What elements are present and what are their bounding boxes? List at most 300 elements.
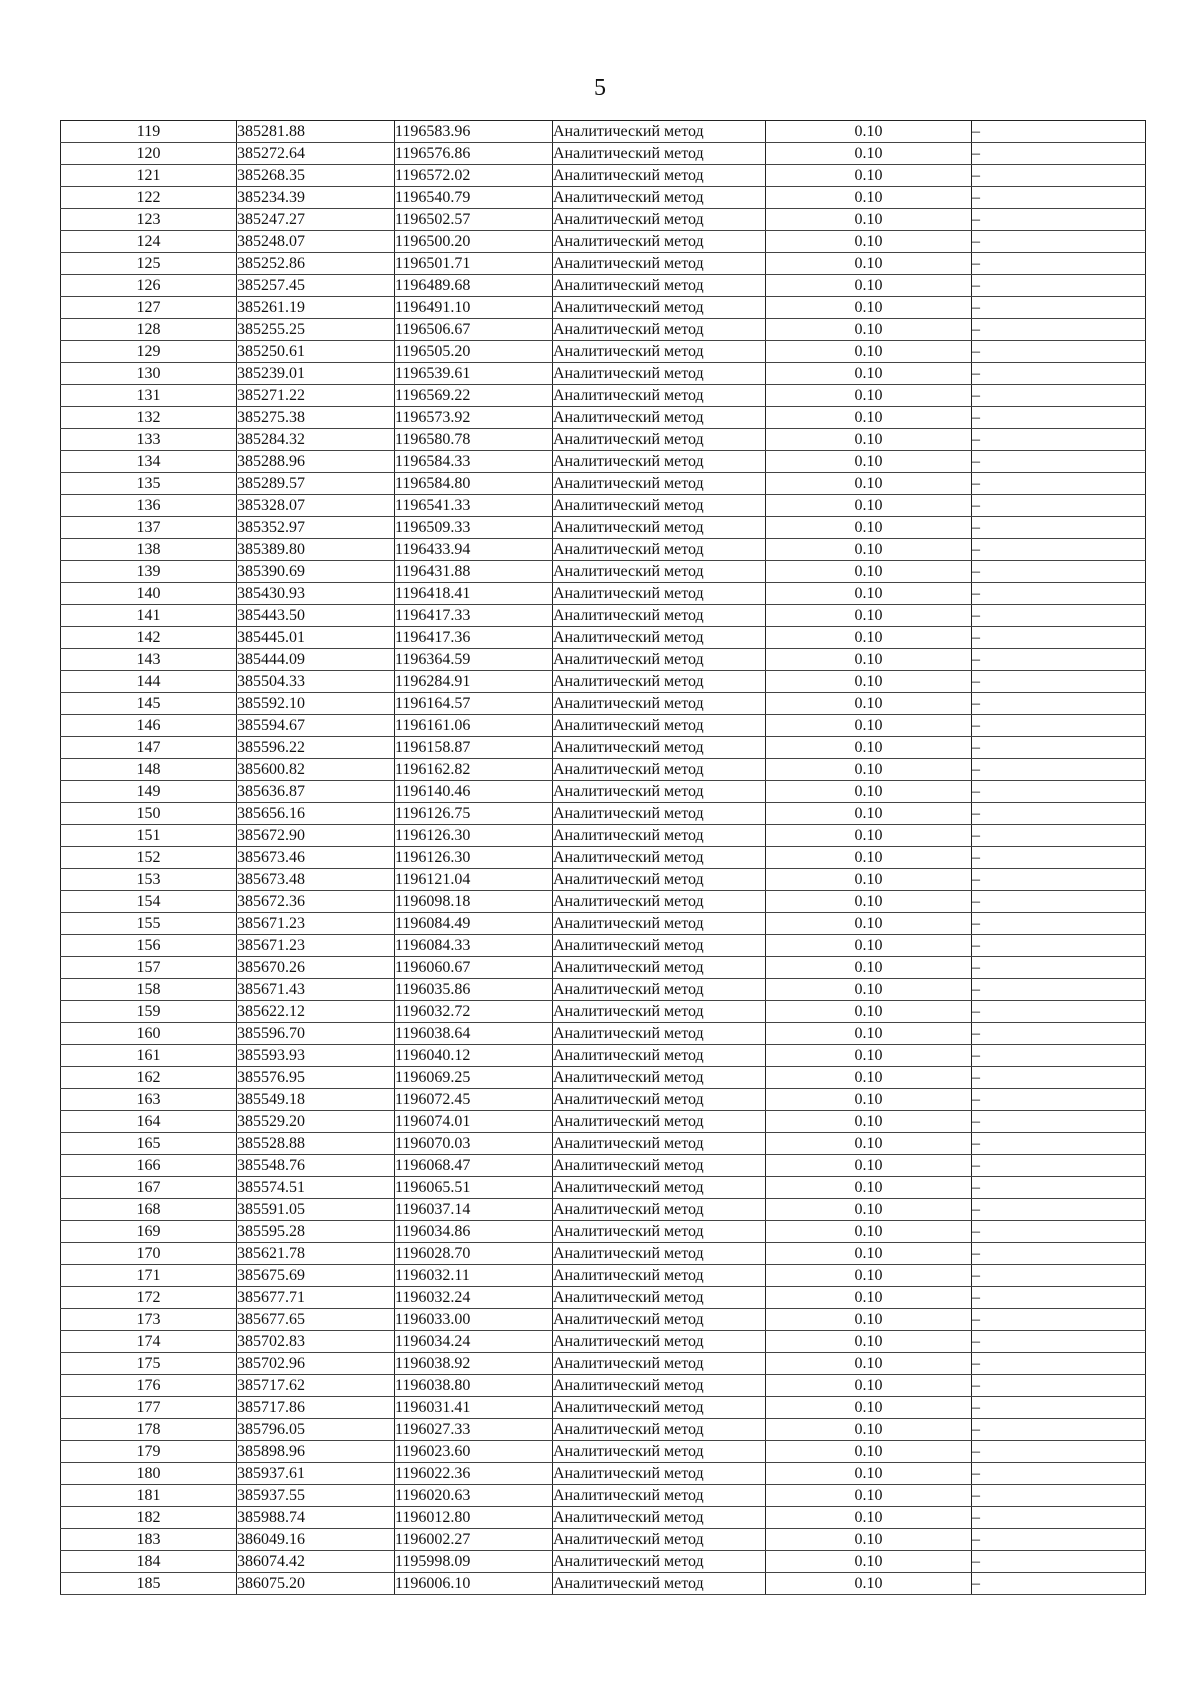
method-cell: Аналитический метод — [553, 759, 766, 781]
x-coordinate-cell: 385257.45 — [237, 275, 395, 297]
y-coordinate-cell: 1196431.88 — [395, 561, 553, 583]
note-cell: – — [972, 1111, 1146, 1133]
point-number-cell: 155 — [61, 913, 237, 935]
method-cell: Аналитический метод — [553, 1089, 766, 1111]
x-coordinate-cell: 385595.28 — [237, 1221, 395, 1243]
note-cell: – — [972, 1485, 1146, 1507]
note-cell: – — [972, 1177, 1146, 1199]
note-cell: – — [972, 1529, 1146, 1551]
point-number-cell: 183 — [61, 1529, 237, 1551]
note-cell: – — [972, 209, 1146, 231]
y-coordinate-cell: 1196569.22 — [395, 385, 553, 407]
y-coordinate-cell: 1196502.57 — [395, 209, 553, 231]
point-number-cell: 150 — [61, 803, 237, 825]
note-cell: – — [972, 1221, 1146, 1243]
precision-cell: 0.10 — [766, 341, 972, 363]
y-coordinate-cell: 1196031.41 — [395, 1397, 553, 1419]
point-number-cell: 167 — [61, 1177, 237, 1199]
precision-cell: 0.10 — [766, 1441, 972, 1463]
precision-cell: 0.10 — [766, 407, 972, 429]
table-row — [61, 1375, 1146, 1397]
y-coordinate-cell: 1196022.36 — [395, 1463, 553, 1485]
method-cell: Аналитический метод — [553, 363, 766, 385]
method-cell: Аналитический метод — [553, 583, 766, 605]
precision-cell: 0.10 — [766, 759, 972, 781]
x-coordinate-cell: 385284.32 — [237, 429, 395, 451]
note-cell: – — [972, 187, 1146, 209]
precision-cell: 0.10 — [766, 495, 972, 517]
y-coordinate-cell: 1196284.91 — [395, 671, 553, 693]
x-coordinate-cell: 385671.43 — [237, 979, 395, 1001]
precision-cell: 0.10 — [766, 1111, 972, 1133]
precision-cell: 0.10 — [766, 1353, 972, 1375]
precision-cell: 0.10 — [766, 143, 972, 165]
note-cell: – — [972, 121, 1146, 143]
y-coordinate-cell: 1196580.78 — [395, 429, 553, 451]
table-row — [61, 187, 1146, 209]
point-number-cell: 133 — [61, 429, 237, 451]
precision-cell: 0.10 — [766, 253, 972, 275]
x-coordinate-cell: 385937.55 — [237, 1485, 395, 1507]
method-cell: Аналитический метод — [553, 957, 766, 979]
precision-cell: 0.10 — [766, 649, 972, 671]
method-cell: Аналитический метод — [553, 275, 766, 297]
table-row — [61, 759, 1146, 781]
point-number-cell: 148 — [61, 759, 237, 781]
x-coordinate-cell: 385656.16 — [237, 803, 395, 825]
method-cell: Аналитический метод — [553, 715, 766, 737]
x-coordinate-cell: 385677.71 — [237, 1287, 395, 1309]
note-cell: – — [972, 1265, 1146, 1287]
y-coordinate-cell: 1196572.02 — [395, 165, 553, 187]
table-row — [61, 627, 1146, 649]
y-coordinate-cell: 1196035.86 — [395, 979, 553, 1001]
method-cell: Аналитический метод — [553, 737, 766, 759]
method-cell: Аналитический метод — [553, 605, 766, 627]
note-cell: – — [972, 341, 1146, 363]
note-cell: – — [972, 1551, 1146, 1573]
table-row — [61, 737, 1146, 759]
y-coordinate-cell: 1196433.94 — [395, 539, 553, 561]
note-cell: – — [972, 737, 1146, 759]
note-cell: – — [972, 935, 1146, 957]
precision-cell: 0.10 — [766, 1133, 972, 1155]
point-number-cell: 169 — [61, 1221, 237, 1243]
table-row — [61, 473, 1146, 495]
point-number-cell: 181 — [61, 1485, 237, 1507]
y-coordinate-cell: 1196084.49 — [395, 913, 553, 935]
method-cell: Аналитический метод — [553, 1133, 766, 1155]
table-row — [61, 781, 1146, 803]
note-cell: – — [972, 1375, 1146, 1397]
x-coordinate-cell: 385248.07 — [237, 231, 395, 253]
page-number: 5 — [594, 75, 606, 101]
x-coordinate-cell: 385671.23 — [237, 935, 395, 957]
note-cell: – — [972, 847, 1146, 869]
y-coordinate-cell: 1196418.41 — [395, 583, 553, 605]
precision-cell: 0.10 — [766, 627, 972, 649]
point-number-cell: 168 — [61, 1199, 237, 1221]
precision-cell: 0.10 — [766, 715, 972, 737]
point-number-cell: 182 — [61, 1507, 237, 1529]
precision-cell: 0.10 — [766, 1485, 972, 1507]
table-row — [61, 1397, 1146, 1419]
y-coordinate-cell: 1196126.75 — [395, 803, 553, 825]
precision-cell: 0.10 — [766, 319, 972, 341]
point-number-cell: 146 — [61, 715, 237, 737]
point-number-cell: 132 — [61, 407, 237, 429]
note-cell: – — [972, 539, 1146, 561]
table-row — [61, 1419, 1146, 1441]
note-cell: – — [972, 1067, 1146, 1089]
point-number-cell: 180 — [61, 1463, 237, 1485]
precision-cell: 0.10 — [766, 539, 972, 561]
method-cell: Аналитический метод — [553, 1441, 766, 1463]
point-number-cell: 126 — [61, 275, 237, 297]
x-coordinate-cell: 385670.26 — [237, 957, 395, 979]
precision-cell: 0.10 — [766, 781, 972, 803]
table-row — [61, 539, 1146, 561]
method-cell: Аналитический метод — [553, 407, 766, 429]
method-cell: Аналитический метод — [553, 1485, 766, 1507]
point-number-cell: 154 — [61, 891, 237, 913]
note-cell: – — [972, 1397, 1146, 1419]
method-cell: Аналитический метод — [553, 869, 766, 891]
y-coordinate-cell: 1196032.11 — [395, 1265, 553, 1287]
point-number-cell: 151 — [61, 825, 237, 847]
y-coordinate-cell: 1196020.63 — [395, 1485, 553, 1507]
note-cell: – — [972, 1573, 1146, 1595]
precision-cell: 0.10 — [766, 803, 972, 825]
method-cell: Аналитический метод — [553, 429, 766, 451]
note-cell: – — [972, 1001, 1146, 1023]
point-number-cell: 166 — [61, 1155, 237, 1177]
precision-cell: 0.10 — [766, 605, 972, 627]
note-cell: – — [972, 1155, 1146, 1177]
y-coordinate-cell: 1196032.24 — [395, 1287, 553, 1309]
table-row — [61, 363, 1146, 385]
precision-cell: 0.10 — [766, 385, 972, 407]
method-cell: Аналитический метод — [553, 231, 766, 253]
y-coordinate-cell: 1196417.33 — [395, 605, 553, 627]
x-coordinate-cell: 385352.97 — [237, 517, 395, 539]
note-cell: – — [972, 1353, 1146, 1375]
x-coordinate-cell: 385234.39 — [237, 187, 395, 209]
note-cell: – — [972, 1089, 1146, 1111]
table-row — [61, 1155, 1146, 1177]
y-coordinate-cell: 1196038.80 — [395, 1375, 553, 1397]
precision-cell: 0.10 — [766, 671, 972, 693]
method-cell: Аналитический метод — [553, 671, 766, 693]
precision-cell: 0.10 — [766, 979, 972, 1001]
point-number-cell: 177 — [61, 1397, 237, 1419]
point-number-cell: 161 — [61, 1045, 237, 1067]
precision-cell: 0.10 — [766, 825, 972, 847]
x-coordinate-cell: 385443.50 — [237, 605, 395, 627]
note-cell: – — [972, 1463, 1146, 1485]
precision-cell: 0.10 — [766, 451, 972, 473]
y-coordinate-cell: 1196121.04 — [395, 869, 553, 891]
note-cell: – — [972, 561, 1146, 583]
note-cell: – — [972, 253, 1146, 275]
table-row — [61, 803, 1146, 825]
y-coordinate-cell: 1196070.03 — [395, 1133, 553, 1155]
note-cell: – — [972, 1309, 1146, 1331]
y-coordinate-cell: 1196032.72 — [395, 1001, 553, 1023]
table-row — [61, 1265, 1146, 1287]
table-row — [61, 1485, 1146, 1507]
table-row — [61, 1529, 1146, 1551]
x-coordinate-cell: 385622.12 — [237, 1001, 395, 1023]
point-number-cell: 137 — [61, 517, 237, 539]
y-coordinate-cell: 1196164.57 — [395, 693, 553, 715]
point-number-cell: 145 — [61, 693, 237, 715]
x-coordinate-cell: 385328.07 — [237, 495, 395, 517]
point-number-cell: 171 — [61, 1265, 237, 1287]
x-coordinate-cell: 385594.67 — [237, 715, 395, 737]
precision-cell: 0.10 — [766, 363, 972, 385]
x-coordinate-cell: 385247.27 — [237, 209, 395, 231]
point-number-cell: 131 — [61, 385, 237, 407]
precision-cell: 0.10 — [766, 561, 972, 583]
point-number-cell: 162 — [61, 1067, 237, 1089]
note-cell: – — [972, 143, 1146, 165]
x-coordinate-cell: 385673.46 — [237, 847, 395, 869]
x-coordinate-cell: 385272.64 — [237, 143, 395, 165]
method-cell: Аналитический метод — [553, 935, 766, 957]
x-coordinate-cell: 385252.86 — [237, 253, 395, 275]
table-row — [61, 385, 1146, 407]
precision-cell: 0.10 — [766, 1001, 972, 1023]
y-coordinate-cell: 1196084.33 — [395, 935, 553, 957]
point-number-cell: 159 — [61, 1001, 237, 1023]
method-cell: Аналитический метод — [553, 319, 766, 341]
precision-cell: 0.10 — [766, 1067, 972, 1089]
y-coordinate-cell: 1196500.20 — [395, 231, 553, 253]
note-cell: – — [972, 979, 1146, 1001]
point-number-cell: 121 — [61, 165, 237, 187]
y-coordinate-cell: 1196034.24 — [395, 1331, 553, 1353]
table-row — [61, 1287, 1146, 1309]
precision-cell: 0.10 — [766, 1199, 972, 1221]
note-cell: – — [972, 165, 1146, 187]
table-row — [61, 209, 1146, 231]
precision-cell: 0.10 — [766, 1287, 972, 1309]
point-number-cell: 123 — [61, 209, 237, 231]
y-coordinate-cell: 1196541.33 — [395, 495, 553, 517]
table-row — [61, 957, 1146, 979]
x-coordinate-cell: 385898.96 — [237, 1441, 395, 1463]
method-cell: Аналитический метод — [553, 385, 766, 407]
point-number-cell: 142 — [61, 627, 237, 649]
table-row — [61, 935, 1146, 957]
point-number-cell: 153 — [61, 869, 237, 891]
note-cell: – — [972, 715, 1146, 737]
note-cell: – — [972, 429, 1146, 451]
table-row — [61, 341, 1146, 363]
y-coordinate-cell: 1196140.46 — [395, 781, 553, 803]
precision-cell: 0.10 — [766, 187, 972, 209]
method-cell: Аналитический метод — [553, 495, 766, 517]
precision-cell: 0.10 — [766, 1331, 972, 1353]
y-coordinate-cell: 1196126.30 — [395, 847, 553, 869]
point-number-cell: 124 — [61, 231, 237, 253]
note-cell: – — [972, 275, 1146, 297]
table-row — [61, 715, 1146, 737]
y-coordinate-cell: 1196074.01 — [395, 1111, 553, 1133]
table-row — [61, 649, 1146, 671]
precision-cell: 0.10 — [766, 737, 972, 759]
x-coordinate-cell: 385675.69 — [237, 1265, 395, 1287]
y-coordinate-cell: 1196098.18 — [395, 891, 553, 913]
y-coordinate-cell: 1196060.67 — [395, 957, 553, 979]
point-number-cell: 130 — [61, 363, 237, 385]
y-coordinate-cell: 1196028.70 — [395, 1243, 553, 1265]
table-row — [61, 1133, 1146, 1155]
precision-cell: 0.10 — [766, 1551, 972, 1573]
table-row — [61, 693, 1146, 715]
y-coordinate-cell: 1196027.33 — [395, 1419, 553, 1441]
x-coordinate-cell: 385389.80 — [237, 539, 395, 561]
y-coordinate-cell: 1196040.12 — [395, 1045, 553, 1067]
y-coordinate-cell: 1196491.10 — [395, 297, 553, 319]
precision-cell: 0.10 — [766, 869, 972, 891]
x-coordinate-cell: 385549.18 — [237, 1089, 395, 1111]
y-coordinate-cell: 1196006.10 — [395, 1573, 553, 1595]
y-coordinate-cell: 1196501.71 — [395, 253, 553, 275]
x-coordinate-cell: 385673.48 — [237, 869, 395, 891]
note-cell: – — [972, 1507, 1146, 1529]
point-number-cell: 179 — [61, 1441, 237, 1463]
method-cell: Аналитический метод — [553, 143, 766, 165]
precision-cell: 0.10 — [766, 935, 972, 957]
point-number-cell: 156 — [61, 935, 237, 957]
x-coordinate-cell: 385636.87 — [237, 781, 395, 803]
table-row — [61, 1353, 1146, 1375]
note-cell: – — [972, 759, 1146, 781]
precision-cell: 0.10 — [766, 1309, 972, 1331]
y-coordinate-cell: 1196584.33 — [395, 451, 553, 473]
y-coordinate-cell: 1196065.51 — [395, 1177, 553, 1199]
note-cell: – — [972, 781, 1146, 803]
point-number-cell: 120 — [61, 143, 237, 165]
precision-cell: 0.10 — [766, 1045, 972, 1067]
precision-cell: 0.10 — [766, 1573, 972, 1595]
x-coordinate-cell: 385289.57 — [237, 473, 395, 495]
y-coordinate-cell: 1196417.36 — [395, 627, 553, 649]
note-cell: – — [972, 231, 1146, 253]
x-coordinate-cell: 385445.01 — [237, 627, 395, 649]
table-row — [61, 1441, 1146, 1463]
x-coordinate-cell: 385528.88 — [237, 1133, 395, 1155]
method-cell: Аналитический метод — [553, 165, 766, 187]
x-coordinate-cell: 385937.61 — [237, 1463, 395, 1485]
x-coordinate-cell: 385672.36 — [237, 891, 395, 913]
precision-cell: 0.10 — [766, 913, 972, 935]
method-cell: Аналитический метод — [553, 1419, 766, 1441]
table-row — [61, 583, 1146, 605]
method-cell: Аналитический метод — [553, 781, 766, 803]
method-cell: Аналитический метод — [553, 1177, 766, 1199]
method-cell: Аналитический метод — [553, 1199, 766, 1221]
y-coordinate-cell: 1196576.86 — [395, 143, 553, 165]
x-coordinate-cell: 385239.01 — [237, 363, 395, 385]
x-coordinate-cell: 385672.90 — [237, 825, 395, 847]
note-cell: – — [972, 693, 1146, 715]
method-cell: Аналитический метод — [553, 693, 766, 715]
point-number-cell: 122 — [61, 187, 237, 209]
precision-cell: 0.10 — [766, 1177, 972, 1199]
x-coordinate-cell: 385671.23 — [237, 913, 395, 935]
point-number-cell: 173 — [61, 1309, 237, 1331]
method-cell: Аналитический метод — [553, 517, 766, 539]
point-number-cell: 143 — [61, 649, 237, 671]
y-coordinate-cell: 1196023.60 — [395, 1441, 553, 1463]
x-coordinate-cell: 385600.82 — [237, 759, 395, 781]
precision-cell: 0.10 — [766, 1155, 972, 1177]
precision-cell: 0.10 — [766, 275, 972, 297]
point-number-cell: 138 — [61, 539, 237, 561]
table-row — [61, 671, 1146, 693]
point-number-cell: 158 — [61, 979, 237, 1001]
method-cell: Аналитический метод — [553, 341, 766, 363]
point-number-cell: 136 — [61, 495, 237, 517]
table-row — [61, 231, 1146, 253]
note-cell: – — [972, 957, 1146, 979]
precision-cell: 0.10 — [766, 1529, 972, 1551]
method-cell: Аналитический метод — [553, 1331, 766, 1353]
table-row — [61, 451, 1146, 473]
note-cell: – — [972, 517, 1146, 539]
point-number-cell: 178 — [61, 1419, 237, 1441]
y-coordinate-cell: 1196012.80 — [395, 1507, 553, 1529]
method-cell: Аналитический метод — [553, 121, 766, 143]
note-cell: – — [972, 1331, 1146, 1353]
note-cell: – — [972, 385, 1146, 407]
point-number-cell: 134 — [61, 451, 237, 473]
note-cell: – — [972, 1287, 1146, 1309]
x-coordinate-cell: 385591.05 — [237, 1199, 395, 1221]
precision-cell: 0.10 — [766, 231, 972, 253]
point-number-cell: 157 — [61, 957, 237, 979]
x-coordinate-cell: 385271.22 — [237, 385, 395, 407]
point-number-cell: 149 — [61, 781, 237, 803]
method-cell: Аналитический метод — [553, 473, 766, 495]
note-cell: – — [972, 913, 1146, 935]
method-cell: Аналитический метод — [553, 209, 766, 231]
precision-cell: 0.10 — [766, 693, 972, 715]
method-cell: Аналитический метод — [553, 1155, 766, 1177]
method-cell: Аналитический метод — [553, 913, 766, 935]
precision-cell: 0.10 — [766, 1375, 972, 1397]
y-coordinate-cell: 1196033.00 — [395, 1309, 553, 1331]
y-coordinate-cell: 1196126.30 — [395, 825, 553, 847]
note-cell: – — [972, 649, 1146, 671]
note-cell: – — [972, 1243, 1146, 1265]
point-number-cell: 119 — [61, 121, 237, 143]
point-number-cell: 165 — [61, 1133, 237, 1155]
precision-cell: 0.10 — [766, 1089, 972, 1111]
y-coordinate-cell: 1196158.87 — [395, 737, 553, 759]
point-number-cell: 140 — [61, 583, 237, 605]
method-cell: Аналитический метод — [553, 1551, 766, 1573]
note-cell: – — [972, 297, 1146, 319]
method-cell: Аналитический метод — [553, 1243, 766, 1265]
precision-cell: 0.10 — [766, 1243, 972, 1265]
y-coordinate-cell: 1196038.64 — [395, 1023, 553, 1045]
table-row — [61, 1089, 1146, 1111]
coordinates-table-body — [61, 121, 1146, 1595]
